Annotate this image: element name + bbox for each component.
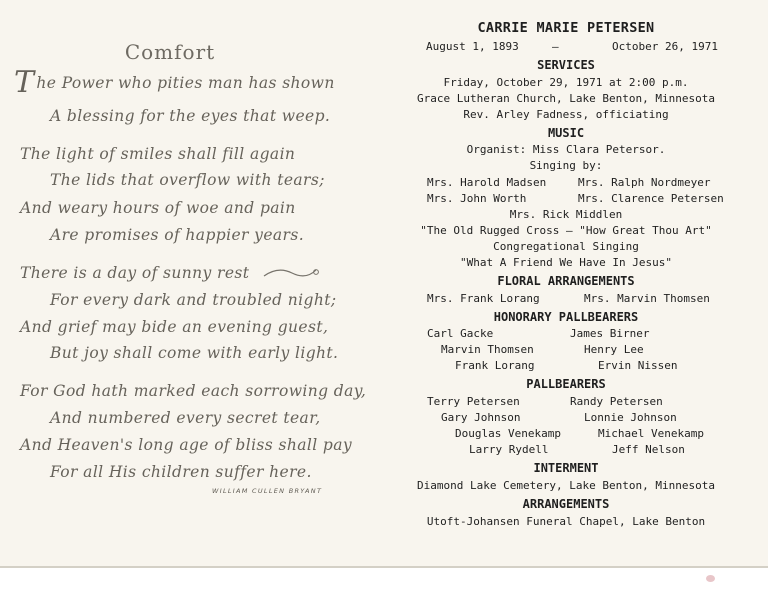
honorary-heading: HONORARY PALLBEARERS	[493, 310, 639, 324]
honorary-name: James Birner	[570, 327, 650, 340]
singer-name: Mrs. Ralph Nordmeyer	[578, 176, 711, 189]
music-singing-by: Singing by:	[529, 159, 603, 172]
poem-title: Comfort	[124, 40, 216, 64]
services-church: Grace Lutheran Church, Lake Benton, Minnesota	[416, 92, 715, 105]
pallbearer-name: Larry Rydell	[469, 443, 549, 456]
honorary-name: Marvin Thomsen	[441, 343, 534, 356]
birth-date: August 1, 1893	[426, 40, 519, 53]
services-heading: SERVICES	[537, 58, 595, 72]
honorary-name: Carl Gacke	[427, 327, 494, 340]
poem-line: The lids that overflow with tears;	[50, 171, 325, 189]
honorary-name: Frank Lorang	[455, 359, 535, 372]
pallbearer-name: Terry Petersen	[427, 395, 520, 408]
pallbearers-heading: PALLBEARERS	[526, 377, 606, 391]
arrangements-heading: ARRANGEMENTS	[522, 497, 610, 511]
poem-line: Are promises of happier years.	[50, 226, 305, 244]
poem-line: For God hath marked each sorrowing day,	[20, 382, 367, 400]
poem-line: A blessing for the eyes that weep.	[50, 107, 331, 125]
services-officiant: Rev. Arley Fadness, officiating	[463, 108, 669, 121]
singer-name: Mrs. Harold Madsen	[427, 176, 547, 189]
pallbearer-name: Gary Johnson	[441, 411, 521, 424]
music-heading: MUSIC	[547, 126, 585, 140]
services-date: Friday, October 29, 1971 at 2:00 p.m.	[443, 76, 689, 89]
honorary-name: Henry Lee	[584, 343, 644, 356]
flourish-ornament	[262, 264, 320, 280]
singer-name: Mrs. Clarence Petersen	[578, 192, 724, 205]
deceased-name: CARRIE MARIE PETERSEN	[477, 20, 655, 36]
floral-name: Mrs. Frank Lorang	[427, 292, 540, 305]
pallbearer-name: Lonnie Johnson	[584, 411, 677, 424]
music-songs: "The Old Rugged Cross — "How Great Thou Art"	[420, 224, 712, 237]
music-final-song: "What A Friend We Have In Jesus"	[460, 256, 672, 269]
poem-line-text: he Power who pities man has shown	[36, 74, 335, 92]
floral-name: Mrs. Marvin Thomsen	[584, 292, 710, 305]
poem-line: For all His children suffer here.	[50, 463, 312, 481]
death-date: October 26, 1971	[612, 40, 718, 53]
pallbearer-name: Randy Petersen	[570, 395, 663, 408]
honorary-name: Ervin Nissen	[598, 359, 678, 372]
pallbearer-name: Douglas Venekamp	[455, 427, 561, 440]
poem-author: WILLIAM CULLEN BRYANT	[212, 487, 323, 495]
poem-drop-cap: T	[14, 65, 35, 100]
poem-line	[14, 65, 335, 100]
poem-line: And grief may bide an evening guest,	[20, 318, 329, 336]
arrangements-place: Utoft-Johansen Funeral Chapel, Lake Benton	[426, 515, 706, 528]
interment-heading: INTERMENT	[533, 461, 599, 475]
poem-line: And weary hours of woe and pain	[20, 199, 296, 217]
poem-line: But joy shall come with early light.	[50, 344, 339, 362]
floral-heading: FLORAL ARRANGEMENTS	[497, 274, 635, 288]
singer-name: Mrs. Rick Middlen	[509, 208, 623, 221]
sheet-edge	[0, 566, 768, 568]
poem-line: For every dark and troubled night;	[50, 291, 337, 309]
music-congregational: Congregational Singing	[493, 240, 639, 253]
music-organist: Organist: Miss Clara Petersor.	[466, 143, 666, 156]
date-dash: —	[552, 40, 559, 53]
pallbearer-name: Jeff Nelson	[612, 443, 685, 456]
poem-line: And Heaven's long age of bliss shall pay	[20, 436, 353, 454]
poem-line: There is a day of sunny rest	[20, 264, 250, 282]
poem-line: And numbered every secret tear,	[50, 409, 321, 427]
pallbearer-name: Michael Venekamp	[598, 427, 704, 440]
interment-place: Diamond Lake Cemetery, Lake Benton, Minnesota	[416, 479, 715, 492]
poem-line: The light of smiles shall fill again	[20, 145, 296, 163]
singer-name: Mrs. John Worth	[427, 192, 527, 205]
paper-stain	[706, 575, 715, 582]
